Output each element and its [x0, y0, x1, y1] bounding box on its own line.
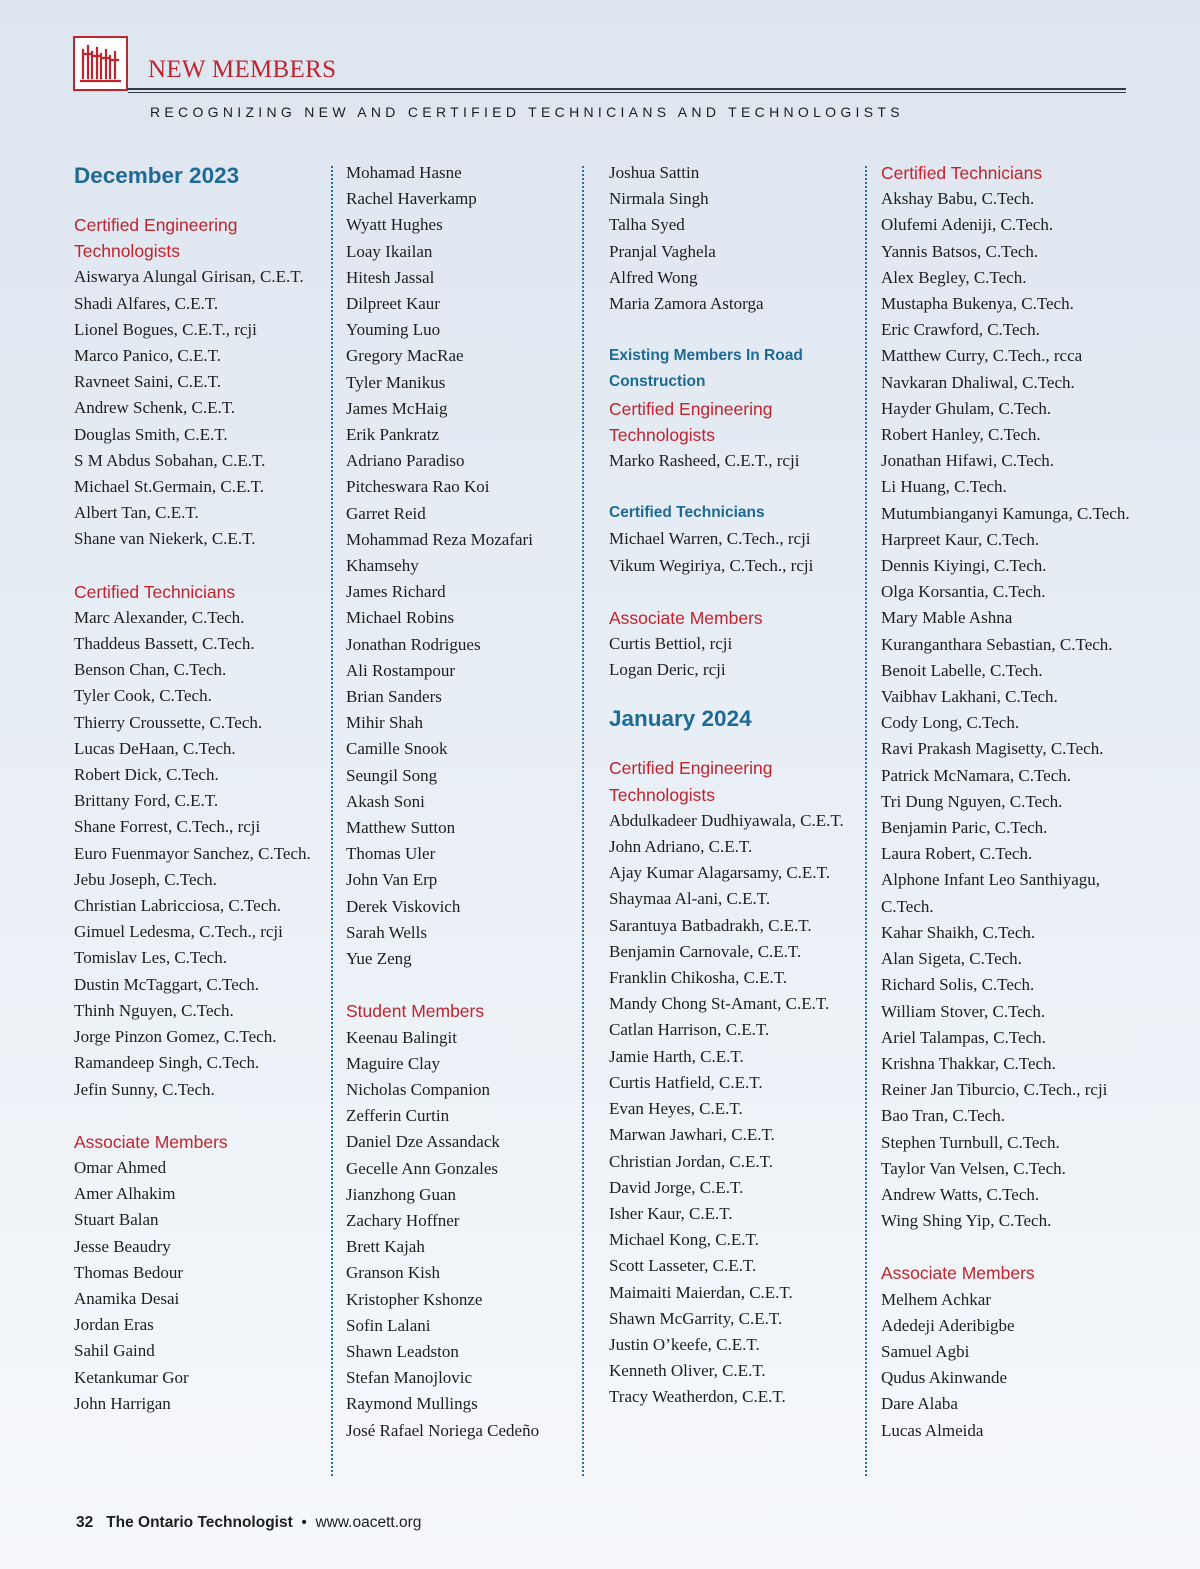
member-name: Dennis Kiyingi, C.Tech.: [881, 556, 1047, 576]
member-name: Gimuel Ledesma, C.Tech., rcji: [74, 922, 283, 942]
december-student-list: [346, 1025, 578, 1444]
member-name: Gecelle Ann Gonzales: [346, 1158, 498, 1178]
member-name: Maguire Clay: [346, 1053, 440, 1073]
member-name: Jorge Pinzon Gomez, C.Tech.: [74, 1027, 277, 1047]
member-name: Tyler Cook, C.Tech.: [74, 686, 212, 706]
column-divider: [582, 166, 584, 1476]
page-title: NEW MEMBERS: [148, 56, 337, 83]
member-name: Christian Labricciosa, C.Tech.: [74, 896, 281, 916]
section-heading-road-ct: Certified Technicians: [609, 504, 765, 522]
member-name: Melhem Achkar: [881, 1289, 991, 1309]
member-name: Lucas DeHaan, C.Tech.: [74, 738, 236, 758]
member-name: Marwan Jawhari, C.E.T.: [609, 1125, 775, 1145]
member-name: Harpreet Kaur, C.Tech.: [881, 529, 1040, 549]
member-name: Benoit Labelle, C.Tech.: [881, 660, 1043, 680]
member-name: Curtis Bettiol, rcji: [609, 634, 733, 654]
member-name: Akshay Babu, C.Tech.: [881, 189, 1035, 209]
member-name: Matthew Curry, C.Tech., rcca: [881, 346, 1083, 366]
member-name: Dilpreet Kaur: [346, 294, 440, 314]
member-name: Stuart Balan: [74, 1210, 159, 1230]
member-name: John Van Erp: [346, 870, 438, 890]
section-heading-jan-cet: Certified Engineering Technologists: [609, 758, 773, 805]
section-heading-ct: Certified Technicians: [74, 581, 236, 602]
member-name: Jianzhong Guan: [346, 1184, 457, 1204]
section-heading-road-cet: Certified Engineering Technologists: [609, 398, 773, 445]
january-ct-list: [881, 186, 1141, 1234]
member-name: Nirmala Singh: [609, 189, 709, 209]
column-4: [881, 160, 1141, 1444]
member-name: Mandy Chong St-Amant, C.E.T.: [609, 994, 830, 1014]
member-name: Kenneth Oliver, C.E.T.: [609, 1361, 766, 1381]
member-name: Jonathan Rodrigues: [346, 634, 481, 654]
footer-bullet: •: [301, 1514, 307, 1531]
member-name: John Adriano, C.E.T.: [609, 837, 753, 857]
member-name: Taylor Van Velsen, C.Tech.: [881, 1158, 1066, 1178]
member-name: Loay Ikailan: [346, 241, 433, 261]
column-1: [74, 160, 324, 1417]
member-name: Alan Sigeta, C.Tech.: [881, 949, 1022, 969]
member-name: Jefin Sunny, C.Tech.: [74, 1079, 215, 1099]
member-name: Franklin Chikosha, C.E.T.: [609, 968, 788, 988]
column-2: [346, 160, 578, 1444]
december-ct-list: [74, 605, 324, 1103]
member-name: Reiner Jan Tiburcio, C.Tech., rcji: [881, 1080, 1108, 1100]
member-name: Omar Ahmed: [74, 1157, 167, 1177]
member-name: S M Abdus Sobahan, C.E.T.: [74, 450, 266, 470]
member-name: Jebu Joseph, C.Tech.: [74, 869, 217, 889]
member-name: Thaddeus Bassett, C.Tech.: [74, 634, 255, 654]
member-name: Laura Robert, C.Tech.: [881, 844, 1033, 864]
road-ct-list: [609, 526, 859, 578]
member-name: Jordan Eras: [74, 1315, 154, 1335]
member-name: Maimaiti Maierdan, C.E.T.: [609, 1282, 793, 1302]
member-name: Talha Syed: [609, 215, 685, 235]
member-name: Derek Viskovich: [346, 896, 461, 916]
member-name: Rachel Haverkamp: [346, 189, 477, 209]
december-associate-list: [74, 1155, 324, 1417]
member-name: Christian Jordan, C.E.T.: [609, 1151, 773, 1171]
member-name: Sarantuya Batbadrakh, C.E.T.: [609, 915, 812, 935]
member-name: Pitcheswara Rao Koi: [346, 477, 490, 497]
member-name: Aiswarya Alungal Girisan, C.E.T.: [74, 267, 304, 287]
member-name: Brian Sanders: [346, 687, 442, 707]
page-subtitle: RECOGNIZING NEW AND CERTIFIED TECHNICIANS AND TECHNOLOGISTS: [150, 104, 904, 120]
member-name: Zachary Hoffner: [346, 1210, 460, 1230]
member-name: Camille Snook: [346, 739, 448, 759]
member-name: Evan Heyes, C.E.T.: [609, 1099, 743, 1119]
member-name: Michael Kong, C.E.T.: [609, 1230, 759, 1250]
member-name: Justin O’keefe, C.E.T.: [609, 1334, 760, 1354]
section-heading-cet: Certified Engineering Technologists: [74, 215, 238, 262]
member-name: William Stover, C.Tech.: [881, 1001, 1046, 1021]
member-name: Erik Pankratz: [346, 425, 439, 445]
member-name: Catlan Harrison, C.E.T.: [609, 1020, 770, 1040]
website-link[interactable]: www.oacett.org: [315, 1514, 422, 1531]
member-name: Andrew Watts, C.Tech.: [881, 1184, 1040, 1204]
member-name: Kuranganthara Sebastian, C.Tech.: [881, 634, 1113, 654]
member-name: Raymond Mullings: [346, 1394, 478, 1414]
member-name: Sofin Lalani: [346, 1315, 431, 1335]
member-name: Krishna Thakkar, C.Tech.: [881, 1053, 1056, 1073]
section-heading-jan-associate: Associate Members: [881, 1263, 1035, 1284]
member-name: Marko Rasheed, C.E.T., rcji: [609, 451, 800, 471]
member-name: Ramandeep Singh, C.Tech.: [74, 1053, 260, 1073]
member-name: Brett Kajah: [346, 1237, 425, 1257]
member-name: Jamie Harth, C.E.T.: [609, 1046, 744, 1066]
member-name: Alex Begley, C.Tech.: [881, 267, 1027, 287]
member-name: Li Huang, C.Tech.: [881, 477, 1007, 497]
january-associate-list: [881, 1287, 1141, 1444]
member-name: Andrew Schenk, C.E.T.: [74, 398, 236, 418]
member-name: Yue Zeng: [346, 949, 412, 969]
member-name: Olufemi Adeniji, C.Tech.: [881, 215, 1054, 235]
member-name: Ravi Prakash Magisetty, C.Tech.: [881, 739, 1104, 759]
publication-name: The Ontario Technologist: [106, 1514, 293, 1531]
january-cet-list: [609, 808, 859, 1411]
member-name: Shawn Leadston: [346, 1341, 459, 1361]
member-name: Sarah Wells: [346, 922, 427, 942]
member-name: Wing Shing Yip, C.Tech.: [881, 1211, 1052, 1231]
member-name: Garret Reid: [346, 503, 426, 523]
member-name: Pranjal Vaghela: [609, 241, 716, 261]
member-name: Ariel Talampas, C.Tech.: [881, 1027, 1046, 1047]
member-name: Robert Dick, C.Tech.: [74, 765, 219, 785]
member-name: Dustin McTaggart, C.Tech.: [74, 974, 260, 994]
member-name: Hayder Ghulam, C.Tech.: [881, 398, 1052, 418]
member-name: Youming Luo: [346, 320, 441, 340]
section-heading-jan-ct: Certified Technicians: [881, 163, 1043, 183]
member-name: Lucas Almeida: [881, 1420, 984, 1440]
member-name: Tracy Weatherdon, C.E.T.: [609, 1387, 786, 1407]
member-name: Maria Zamora Astorga: [609, 294, 764, 314]
member-name: Ravneet Saini, C.E.T.: [74, 372, 221, 392]
member-name: Thomas Bedour: [74, 1262, 184, 1282]
member-name: Scott Lasseter, C.E.T.: [609, 1256, 757, 1276]
member-name: Jonathan Hifawi, C.Tech.: [881, 451, 1055, 471]
member-name: Gregory MacRae: [346, 346, 464, 366]
member-name: Anamika Desai: [74, 1288, 180, 1308]
member-name: Robert Hanley, C.Tech.: [881, 425, 1041, 445]
road-cet-list: [609, 448, 859, 474]
member-name: Eric Crawford, C.Tech.: [881, 320, 1040, 340]
page-number: 32: [76, 1514, 94, 1531]
member-name: Samuel Agbi: [881, 1341, 970, 1361]
oacett-logo-icon: [75, 38, 126, 89]
month-heading-december: December 2023: [74, 163, 240, 188]
member-name: Albert Tan, C.E.T.: [74, 503, 199, 523]
member-name: Amer Alhakim: [74, 1184, 176, 1204]
section-heading-road: Existing Members In Road Construction: [609, 347, 803, 391]
member-name: Lionel Bogues, C.E.T., rcji: [74, 319, 257, 339]
member-name: James McHaig: [346, 398, 448, 418]
member-name: Logan Deric, rcji: [609, 660, 726, 680]
page-footer: [76, 1514, 421, 1532]
member-name: Nicholas Companion: [346, 1079, 491, 1099]
oacett-logo: [73, 36, 128, 91]
member-name: Vaibhav Lakhani, C.Tech.: [881, 687, 1058, 707]
member-name: Thierry Croussette, C.Tech.: [74, 712, 263, 732]
member-name: Tri Dung Nguyen, C.Tech.: [881, 791, 1063, 811]
member-name: Thomas Uler: [346, 844, 436, 864]
member-name: Qudus Akinwande: [881, 1368, 1008, 1388]
member-name: Hitesh Jassal: [346, 267, 435, 287]
member-name: Mohamad Hasne: [346, 163, 462, 182]
member-name: Stephen Turnbull, C.Tech.: [881, 1132, 1060, 1152]
member-name: Dare Alaba: [881, 1394, 958, 1414]
member-name: Alfred Wong: [609, 267, 698, 287]
member-name: Bao Tran, C.Tech.: [881, 1106, 1005, 1126]
section-heading-student: Student Members: [346, 1001, 485, 1022]
member-name: Shane van Niekerk, C.E.T.: [74, 529, 256, 549]
member-name: James Richard: [346, 582, 446, 602]
member-name: Wyatt Hughes: [346, 215, 443, 235]
member-name: Joshua Sattin: [609, 163, 700, 182]
column-divider: [331, 166, 333, 1476]
member-name: Vikum Wegiriya, C.Tech., rcji: [609, 555, 814, 575]
member-name: Euro Fuenmayor Sanchez, C.Tech.: [74, 843, 311, 863]
member-name: Jesse Beaudry: [74, 1236, 171, 1256]
member-name: Daniel Dze Assandack: [346, 1132, 500, 1152]
road-associate-list: [609, 631, 859, 683]
member-name: Michael Warren, C.Tech., rcji: [609, 529, 811, 549]
member-name: Mary Mable Ashna: [881, 608, 1013, 628]
section-heading-road-associate: Associate Members: [609, 607, 763, 628]
member-name: Marc Alexander, C.Tech.: [74, 607, 245, 627]
member-name: Adriano Paradiso: [346, 451, 465, 471]
member-name: Adedeji Aderibigbe: [881, 1315, 1015, 1335]
member-name: Abdulkadeer Dudhiyawala, C.E.T.: [609, 810, 844, 830]
member-name: José Rafael Noriega Cedeño: [346, 1420, 540, 1440]
member-name: Olga Korsantia, C.Tech.: [881, 582, 1046, 602]
member-name: Sahil Gaind: [74, 1341, 155, 1361]
member-name: Shawn McGarrity, C.E.T.: [609, 1308, 783, 1328]
header-rule: [128, 88, 1126, 93]
section-heading-associate: Associate Members: [74, 1131, 228, 1152]
member-name: Mohammad Reza Mozafari Khamsehy: [346, 529, 533, 576]
member-name: Patrick McNamara, C.Tech.: [881, 765, 1071, 785]
column-divider: [865, 166, 867, 1476]
member-name: Tyler Manikus: [346, 372, 446, 392]
member-name: Michael St.Germain, C.E.T.: [74, 477, 264, 497]
member-name: Shaymaa Al-ani, C.E.T.: [609, 889, 771, 909]
member-name: Ajay Kumar Alagarsamy, C.E.T.: [609, 863, 830, 883]
member-name: Mihir Shah: [346, 713, 423, 733]
member-name: Granson Kish: [346, 1263, 440, 1283]
member-name: Curtis Hatfield, C.E.T.: [609, 1072, 763, 1092]
member-name: Zefferin Curtin: [346, 1106, 450, 1126]
member-name: Cody Long, C.Tech.: [881, 713, 1020, 733]
member-name: Shane Forrest, C.Tech., rcji: [74, 817, 261, 837]
member-name: Thinh Nguyen, C.Tech.: [74, 1000, 234, 1020]
member-name: Mustapha Bukenya, C.Tech.: [881, 294, 1074, 314]
member-name: Shadi Alfares, C.E.T.: [74, 293, 219, 313]
member-name: Ketankumar Gor: [74, 1367, 189, 1387]
december-cet-list: [74, 264, 324, 552]
member-name: Ali Rostampour: [346, 660, 456, 680]
member-name: Stefan Manojlovic: [346, 1368, 473, 1388]
member-name: Benjamin Carnovale, C.E.T.: [609, 941, 802, 961]
december-associate-list-continued: [346, 160, 578, 972]
member-name: Marco Panico, C.E.T.: [74, 346, 221, 366]
member-name: Brittany Ford, C.E.T.: [74, 791, 219, 811]
december-student-list-continued: [609, 160, 859, 317]
member-name: Seungil Song: [346, 765, 438, 785]
member-name: Benson Chan, C.Tech.: [74, 660, 227, 680]
column-3: [609, 160, 859, 1411]
member-name: Mutumbianganyi Kamunga, C.Tech.: [881, 503, 1130, 523]
month-heading-january: January 2024: [609, 706, 752, 732]
member-name: Isher Kaur, C.E.T.: [609, 1203, 733, 1223]
member-name: Keenau Balingit: [346, 1027, 457, 1047]
member-name: Benjamin Paric, C.Tech.: [881, 818, 1048, 838]
member-name: David Jorge, C.E.T.: [609, 1177, 744, 1197]
member-name: Yannis Batsos, C.Tech.: [881, 241, 1039, 261]
member-name: Kristopher Kshonze: [346, 1289, 483, 1309]
member-name: John Harrigan: [74, 1393, 171, 1413]
member-name: Navkaran Dhaliwal, C.Tech.: [881, 372, 1075, 392]
member-name: Richard Solis, C.Tech.: [881, 975, 1035, 995]
member-name: Kahar Shaikh, C.Tech.: [881, 922, 1036, 942]
member-name: Matthew Sutton: [346, 818, 456, 838]
member-name: Alphone Infant Leo Santhiyagu, C.Tech.: [881, 870, 1101, 916]
member-name: Douglas Smith, C.E.T.: [74, 424, 228, 444]
member-name: Akash Soni: [346, 791, 425, 811]
member-name: Tomislav Les, C.Tech.: [74, 948, 227, 968]
member-name: Michael Robins: [346, 608, 455, 628]
